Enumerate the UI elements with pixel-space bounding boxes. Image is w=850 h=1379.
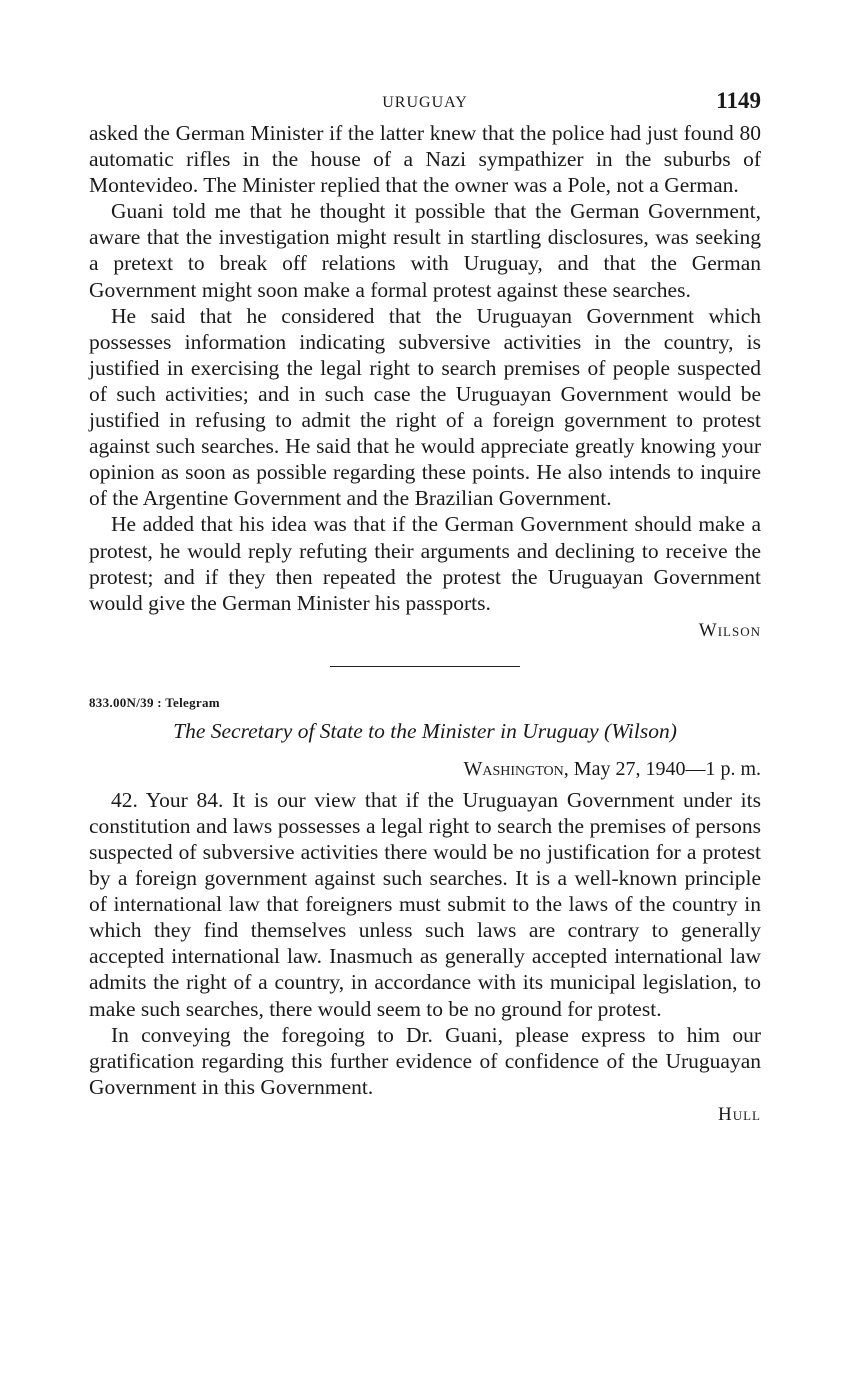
signature-hull: Hull <box>718 1103 761 1125</box>
paragraph-continued: asked the German Minister if the latter knew that the police had just found 80 automatic rifles in the house of a Nazi sympathizer in the suburbs of Montevideo. The Minister replied that the owner was a Pole, not a German. <box>89 121 761 198</box>
paragraph-guani-pretext: Guani told me that he thought it possible that the German Government, aware that the investigation might result in startling disclosures, was seeking a pretext to break off relations with Uruguay, and that the German Government might soon make a formal protest against these searches. <box>89 199 761 302</box>
running-title: URUGUAY <box>382 94 468 111</box>
section-divider <box>330 666 520 667</box>
file-reference: 833.00N/39 : Telegram <box>89 694 220 710</box>
dateline-date: , May 27, 1940—1 p. m. <box>563 757 761 780</box>
running-head <box>89 88 761 120</box>
document-heading: The Secretary of State to the Minister in Uruguay (Wilson) <box>173 718 677 743</box>
paragraph-legal-right: He said that he considered that the Uruguayan Government which possesses information indicating subversive activities in the country, is justified in exercising the legal right to search premises of people suspected of such activities; and in such case the Uruguayan Government would be justified in refusing to admit the right of a foreign government to protest against such searches. He said that he would appreciate greatly knowing your opinion as soon as possible regarding these points. He also intends to inquire of the Argentine Government and the Brazilian Government. <box>89 303 761 511</box>
signature-wilson: Wilson <box>698 619 761 641</box>
dateline <box>89 755 761 783</box>
paragraph-conveying: In conveying the foregoing to Dr. Guani, please express to him our gratification regarding this further evidence of confidence of the Uruguayan Government in this Government. <box>89 1022 761 1099</box>
document-page <box>89 88 761 1128</box>
page-number: 1149 <box>716 88 761 113</box>
paragraph-protest-reply: He added that his idea was that if the German Government should make a protest, he would reply refuting their arguments and declining to receive the protest; and if they then repeated the protest the Uruguayan Government would give the German Minister his passports. <box>89 512 761 615</box>
dateline-place: Washington <box>463 757 564 780</box>
paragraph-telegram-body: 42. Your 84. It is our view that if the Uruguayan Government under its constitution and laws possesses a legal right to search the premises of persons suspected of subversive activities there would be no justification for a protest by a foreign government against such searches. It is a well-known principle of international law that foreigners must submit to the laws of the country in which they find themselves unless such laws are contrary to generally accepted international law. Inasmuch as generally accepted international law admits the right of a country, in accordance with its municipal legislation, to make such searches, there would seem to be no ground for protest. <box>89 787 761 1021</box>
